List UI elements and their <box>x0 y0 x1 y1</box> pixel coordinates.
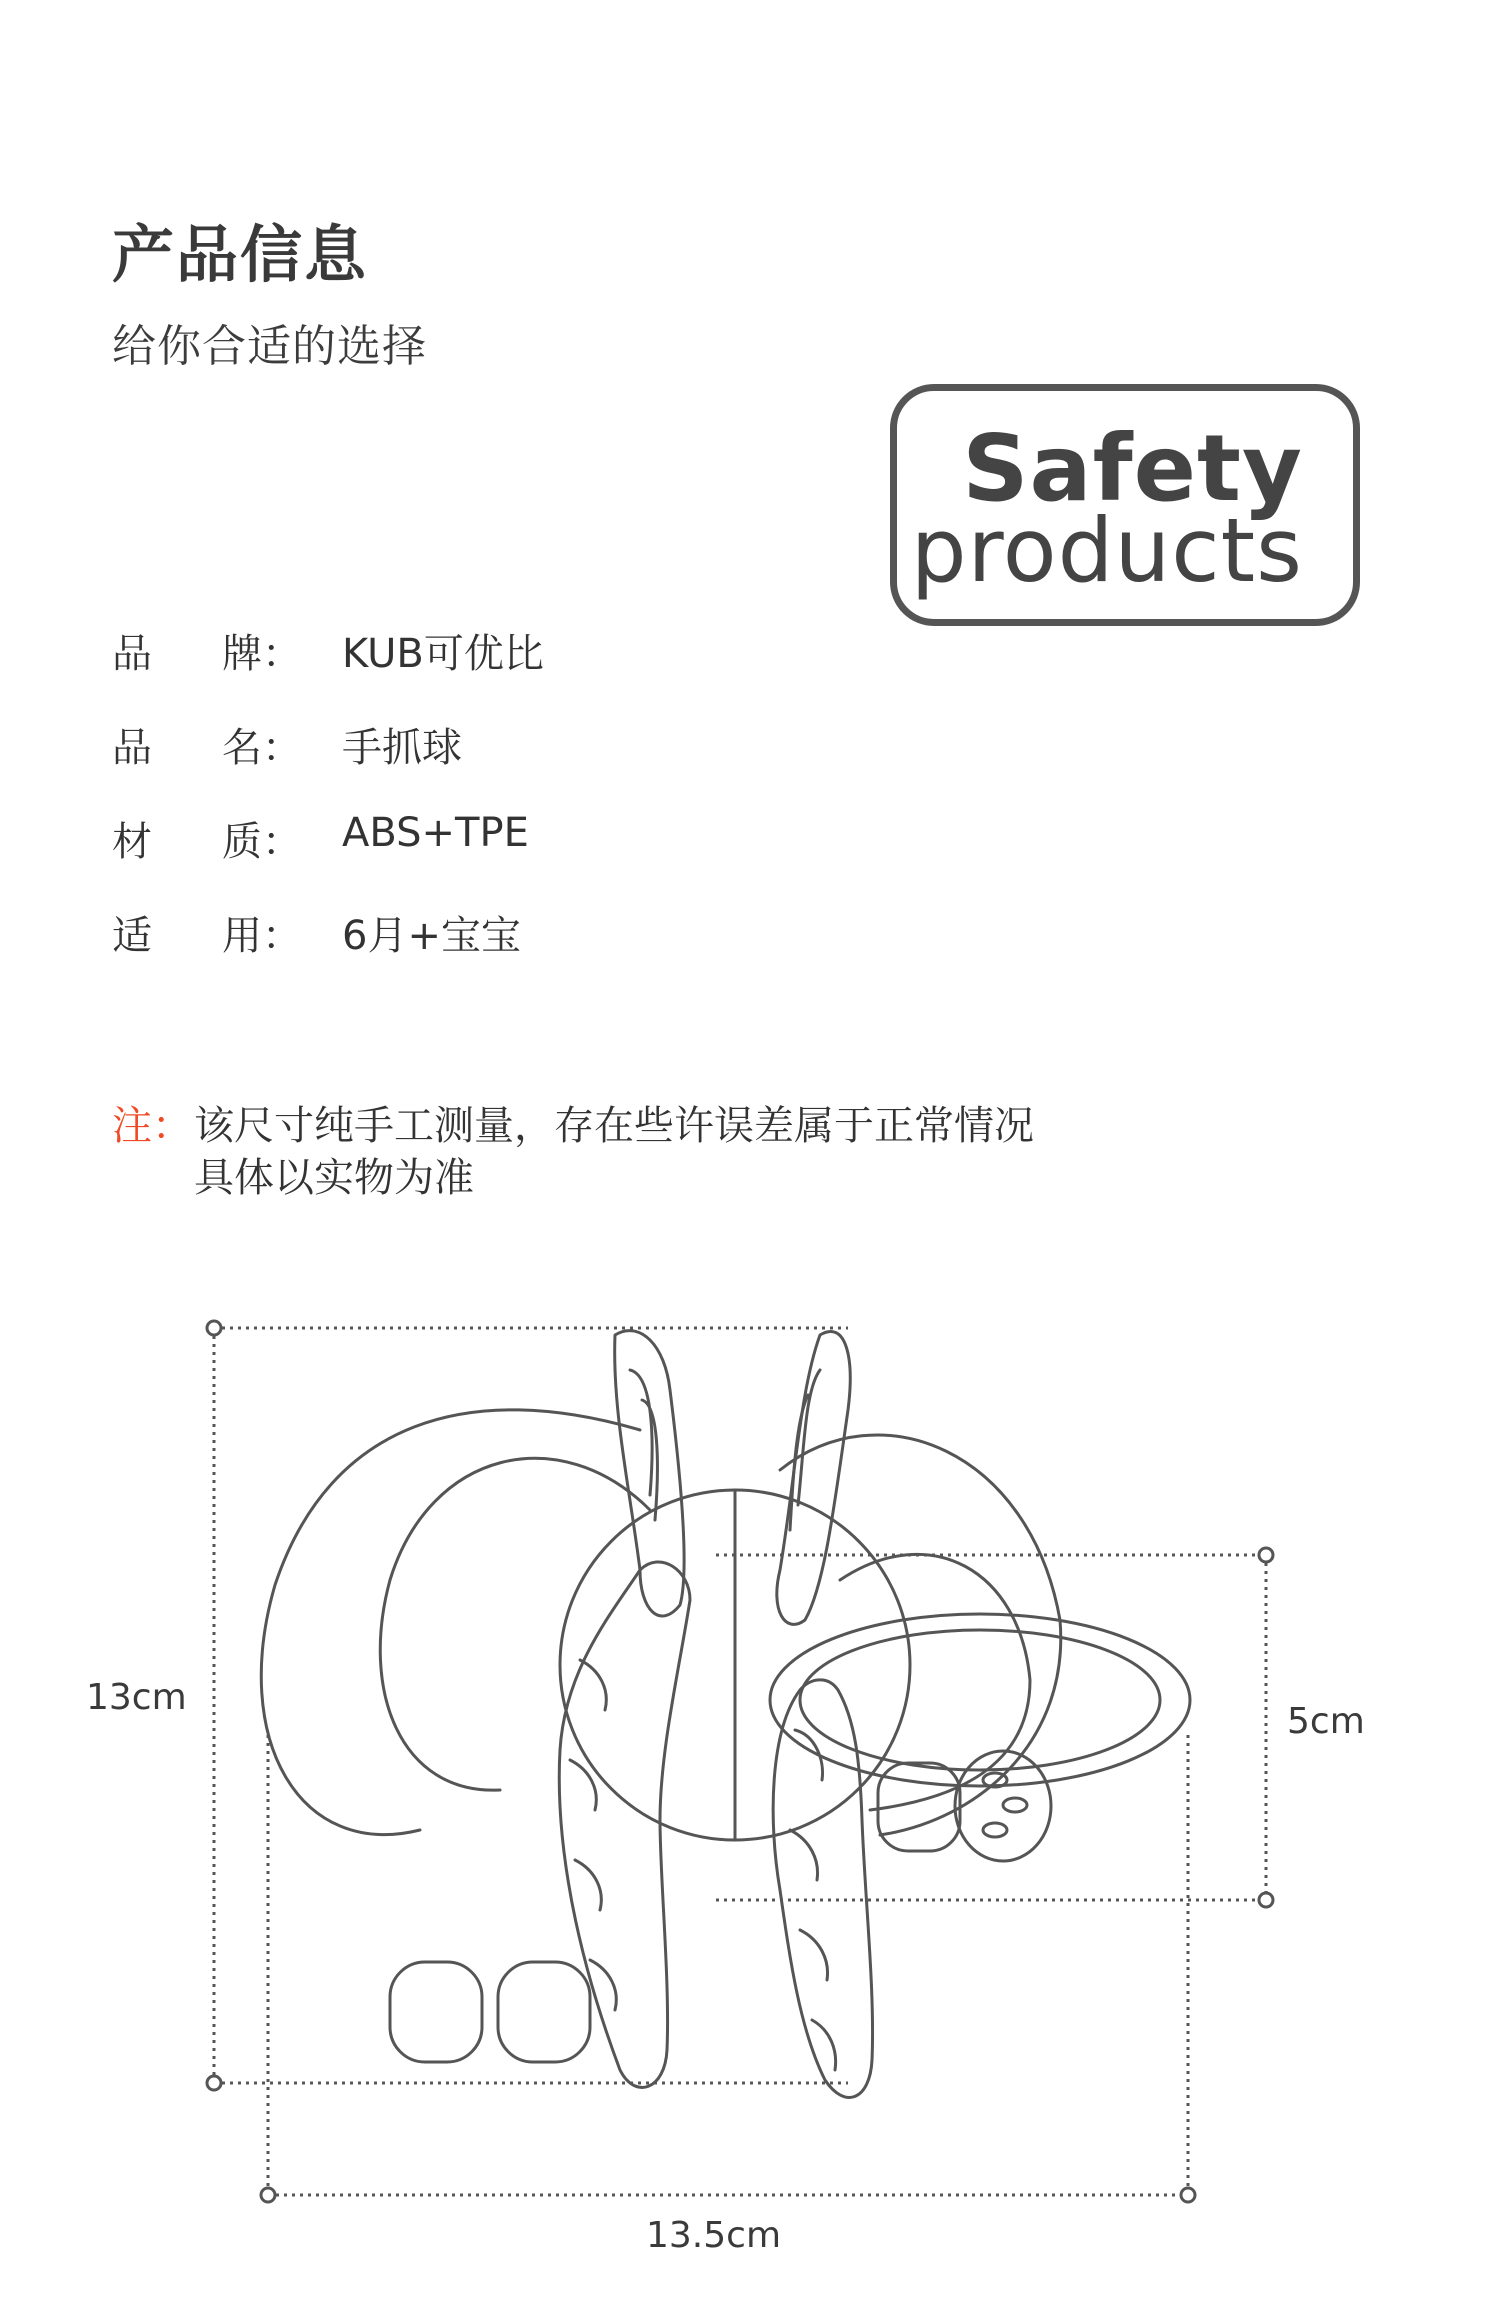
note-line-2: 具体以实物为准 <box>194 1155 474 1201</box>
left-bottom-hand-segments <box>570 1660 616 2010</box>
dim-width-left-endpoint <box>261 2188 275 2202</box>
dim-height-bottom-endpoint <box>207 2076 221 2090</box>
left-inner-ring <box>380 1458 650 1790</box>
spec-label-left: 材 <box>112 819 152 865</box>
spec-value: 手抓球 <box>342 725 462 771</box>
height-dimension-label: 13cm <box>86 1677 187 1718</box>
page-title: 产品信息 <box>112 218 369 291</box>
bead-left-1 <box>390 1962 482 2062</box>
ball-dimension-label: 5cm <box>1287 1701 1365 1742</box>
dim-height-top-endpoint <box>207 1321 221 1335</box>
dim-ball-top-endpoint <box>1259 1548 1273 1562</box>
note-label: 注： <box>112 1103 192 1149</box>
spec-value: ABS+TPE <box>342 810 529 856</box>
right-bottom-hand <box>773 1680 872 2098</box>
spec-value: 6月+宝宝 <box>342 913 521 959</box>
dim-width-right-endpoint <box>1181 2188 1195 2202</box>
left-top-hand <box>615 1331 684 1616</box>
badge-line-1: Safety <box>962 415 1303 522</box>
spec-label-right: 牌： <box>222 631 302 677</box>
bead-right-2-hole-2 <box>1003 1798 1027 1812</box>
spec-label-left: 适 <box>112 913 152 959</box>
page-subtitle: 给你合适的选择 <box>112 321 427 372</box>
spec-label-left: 品 <box>112 631 152 677</box>
bead-right-2-hole-3 <box>983 1823 1007 1837</box>
spec-label-right: 名： <box>222 725 302 771</box>
bead-left-2 <box>498 1962 590 2062</box>
spec-label-right: 质： <box>222 819 302 865</box>
spec-label-left: 品 <box>112 725 152 771</box>
dim-ball-bottom-endpoint <box>1259 1893 1273 1907</box>
spec-label-right: 用： <box>222 913 302 959</box>
spec-value: KUB可优比 <box>342 631 544 677</box>
left-bottom-hand <box>559 1562 690 2087</box>
horizontal-ring <box>770 1614 1190 1786</box>
badge-line-2: products <box>910 499 1303 602</box>
horizontal-ring-inner <box>800 1630 1160 1770</box>
width-dimension-label: 13.5cm <box>646 2215 782 2256</box>
note-line-1: 该尺寸纯手工测量，存在些许误差属于正常情况 <box>194 1103 1034 1149</box>
